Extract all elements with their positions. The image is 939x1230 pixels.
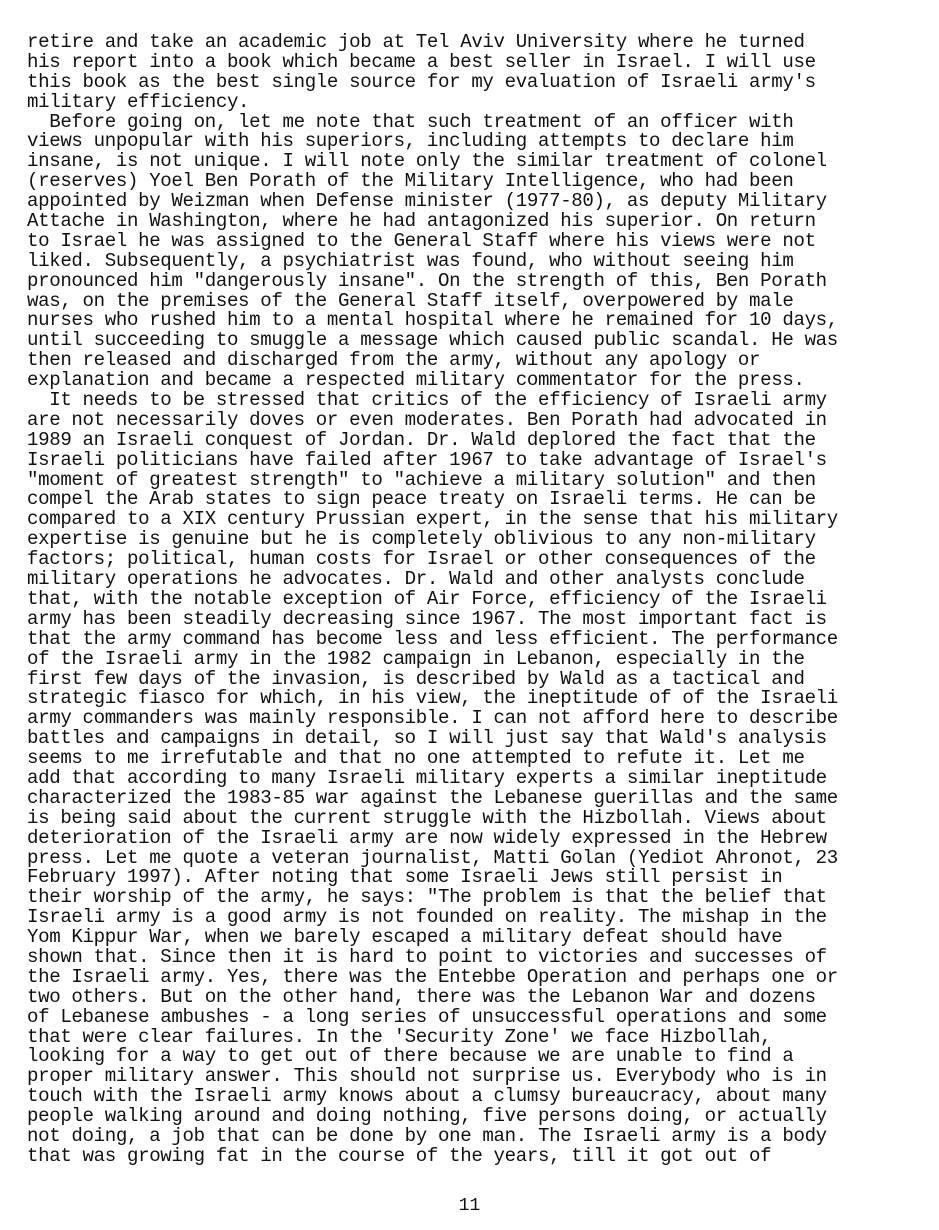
text-line: (reserves) Yoel Ben Porath of the Military Intelligence, who had been	[27, 170, 794, 193]
text-line: It needs to be stressed that critics of the efficiency of Israeli army	[27, 389, 827, 412]
text-line: is being said about the current struggle with the Hizbollah. Views about	[27, 806, 827, 829]
text-line: deterioration of the Israeli army are now widely expressed in the Hebrew	[27, 826, 827, 849]
text-line: that were clear failures. In the 'Security Zone' we face Hizbollah,	[27, 1025, 772, 1048]
text-line: battles and campaigns in detail, so I will just say that Wald's analysis	[27, 727, 827, 750]
text-line: expertise is genuine but he is completely oblivious to any non-military	[27, 528, 816, 551]
text-line: compel the Arab states to sign peace treaty on Israeli terms. He can be	[27, 488, 816, 511]
text-line: "moment of greatest strength" to "achieve a military solution" and then	[27, 468, 816, 491]
text-line: 1989 an Israeli conquest of Jordan. Dr. Wald deplored the fact that the	[27, 428, 816, 451]
text-line: Israeli army is a good army is not founded on reality. The mishap in the	[27, 906, 827, 929]
text-line: pronounced him "dangerously insane". On the strength of this, Ben Porath	[27, 269, 827, 292]
text-line: press. Let me quote a veteran journalist, Matti Golan (Yediot Ahronot, 23	[27, 846, 838, 869]
text-line: proper military answer. This should not surprise us. Everybody who is in	[27, 1065, 827, 1088]
text-line: to Israel he was assigned to the General Staff where his views were not	[27, 229, 816, 252]
text-line: factors; political, human costs for Israel or other consequences of the	[27, 548, 816, 571]
text-line: of Lebanese ambushes - a long series of unsuccessful operations and some	[27, 1005, 827, 1028]
text-line: not doing, a job that can be done by one man. The Israeli army is a body	[27, 1124, 827, 1147]
text-line: then released and discharged from the army, without any apology or	[27, 349, 761, 372]
text-line: nurses who rushed him to a mental hospital where he remained for 10 days,	[27, 309, 838, 332]
text-line: add that according to many Israeli military experts a similar ineptitude	[27, 766, 827, 789]
text-line: his report into a book which became a best seller in Israel. I will use	[27, 50, 816, 73]
text-line: insane, is not unique. I will note only the similar treatment of colonel	[27, 150, 827, 173]
text-line: shown that. Since then it is hard to point to victories and successes of	[27, 945, 827, 968]
text-line: military operations he advocates. Dr. Wald and other analysts conclude	[27, 568, 805, 591]
text-line: strategic fiasco for which, in his view, the ineptitude of of the Israeli	[27, 687, 838, 710]
text-line: their worship of the army, he says: "The problem is that the belief that	[27, 886, 827, 909]
text-line: February 1997). After noting that some Israeli Jews still persist in	[27, 866, 783, 889]
text-line: army has been steadily decreasing since 1967. The most important fact is	[27, 607, 827, 630]
text-line: looking for a way to get out of there because we are unable to find a	[27, 1045, 794, 1068]
body-text	[27, 33, 922, 1167]
text-line: that, with the notable exception of Air Force, efficiency of the Israeli	[27, 587, 827, 610]
text-line: military efficiency.	[27, 90, 250, 113]
text-line: until succeeding to smuggle a message which caused public scandal. He was	[27, 329, 838, 352]
text-line: characterized the 1983-85 war against the Lebanese guerillas and the same	[27, 786, 838, 809]
text-line: appointed by Weizman when Defense minister (1977-80), as deputy Military	[27, 190, 827, 213]
text-line: seems to me irrefutable and that no one attempted to refute it. Let me	[27, 747, 805, 770]
text-line: retire and take an academic job at Tel Aviv University where he turned	[27, 31, 805, 53]
text-line: people walking around and doing nothing, five persons doing, or actually	[27, 1105, 827, 1128]
text-line: of the Israeli army in the 1982 campaign in Lebanon, especially in the	[27, 647, 805, 670]
text-line: explanation and became a respected military commentator for the press.	[27, 369, 805, 392]
text-line: first few days of the invasion, is described by Wald as a tactical and	[27, 667, 805, 690]
text-line: Attache in Washington, where he had antagonized his superior. On return	[27, 210, 816, 233]
text-line: army commanders was mainly responsible. I can not afford here to describe	[27, 707, 838, 730]
text-line: was, on the premises of the General Staff itself, overpowered by male	[27, 289, 794, 312]
text-line: touch with the Israeli army knows about a clumsy bureaucracy, about many	[27, 1085, 827, 1108]
text-line: views unpopular with his superiors, including attempts to declare him	[27, 130, 794, 153]
page-number: 11	[458, 1196, 481, 1216]
text-line: this book as the best single source for my evaluation of Israeli army's	[27, 70, 816, 93]
text-line: are not necessarily doves or even moderates. Ben Porath had advocated in	[27, 408, 827, 431]
text-line: Israeli politicians have failed after 1967 to take advantage of Israel's	[27, 448, 827, 471]
text-line: two others. But on the other hand, there was the Lebanon War and dozens	[27, 985, 816, 1008]
text-line: that was growing fat in the course of the years, till it got out of	[27, 1144, 772, 1167]
text-line: compared to a XIX century Prussian expert, in the sense that his military	[27, 508, 838, 531]
text-line: Before going on, let me note that such treatment of an officer with	[27, 110, 794, 133]
text-line: that the army command has become less and less efficient. The performance	[27, 627, 838, 650]
text-line: the Israeli army. Yes, there was the Entebbe Operation and perhaps one or	[27, 965, 838, 988]
text-line: liked. Subsequently, a psychiatrist was found, who without seeing him	[27, 249, 794, 272]
text-line: Yom Kippur War, when we barely escaped a military defeat should have	[27, 926, 783, 949]
